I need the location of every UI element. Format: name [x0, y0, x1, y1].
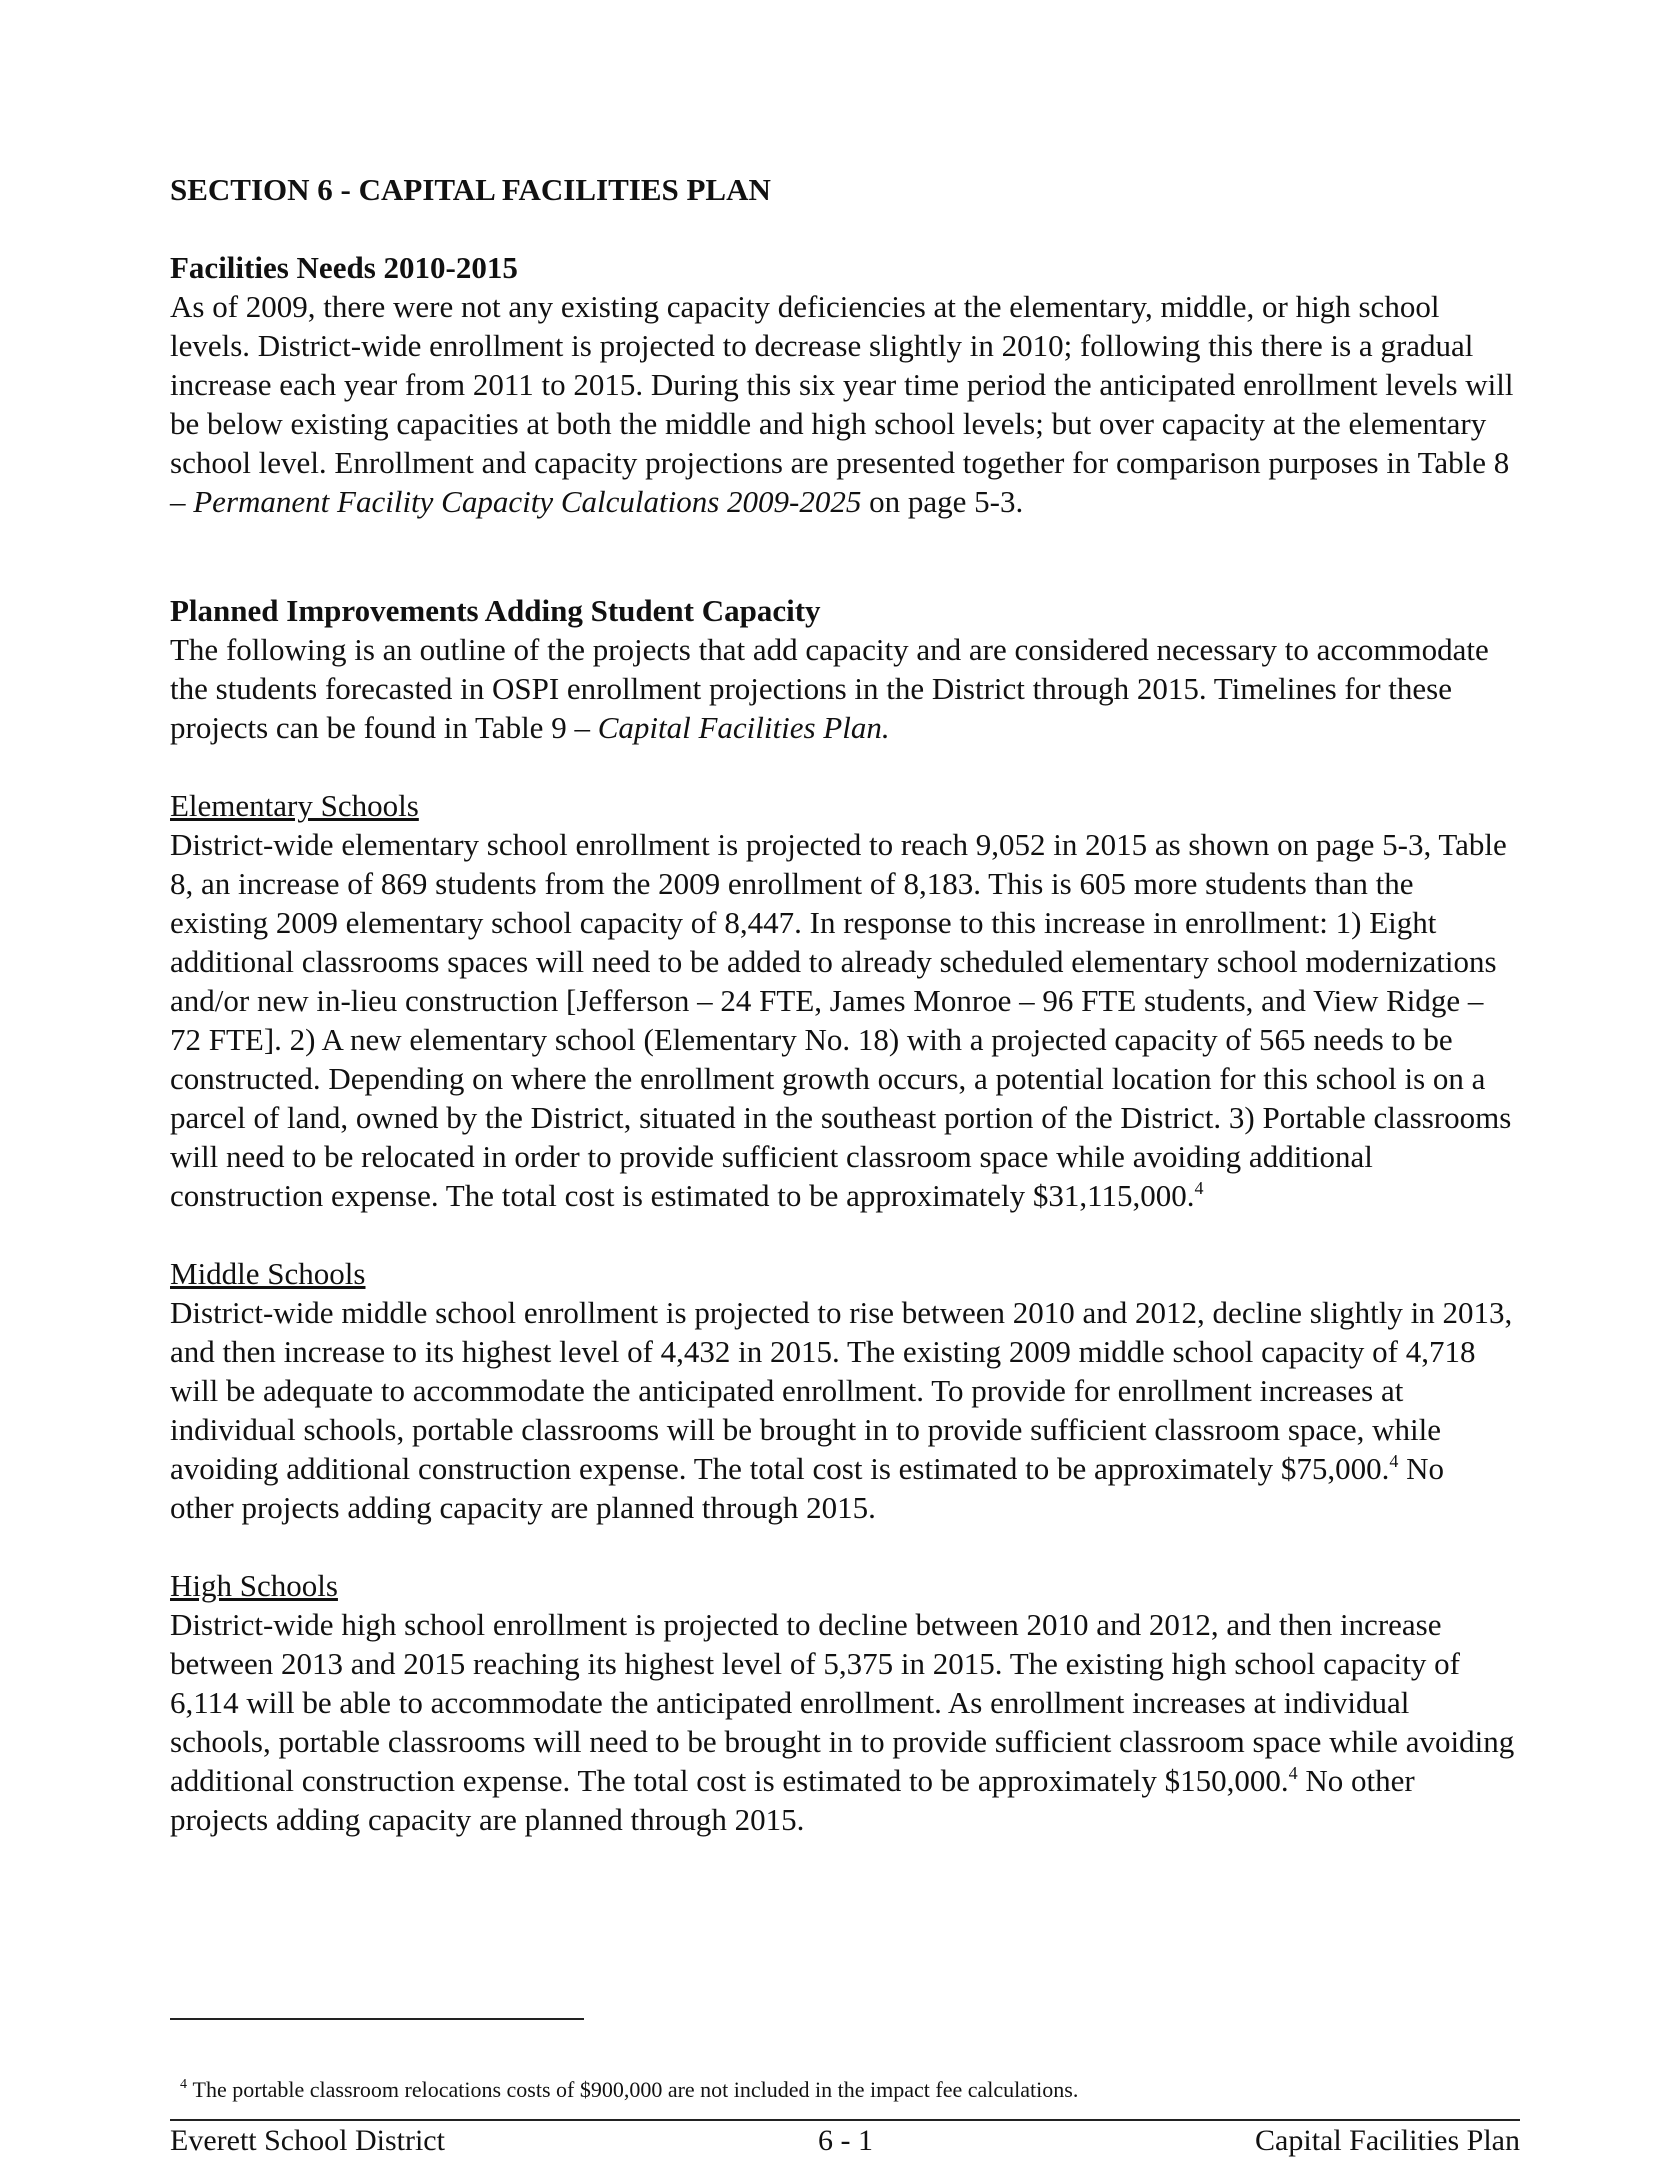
table-8-title: Permanent Facility Capacity Calculations 2009-2025: [193, 484, 862, 519]
planned-improvements-heading: Planned Improvements Adding Student Capacity: [170, 593, 821, 628]
footnote-text: The portable classroom relocations costs of $900,000 are not included in the impact fee calculations.: [192, 2077, 1079, 2102]
footer-district-name: Everett School District: [170, 2124, 445, 2157]
footer-separator: [170, 2119, 1520, 2121]
footer-page-number: 6 - 1: [818, 2124, 873, 2157]
facilities-needs-heading: Facilities Needs 2010-2015: [170, 250, 518, 285]
high-schools-paragraph: [170, 1605, 1515, 1839]
footnote-reference: 4: [1389, 1451, 1399, 1471]
elementary-schools-paragraph: [170, 825, 1515, 1215]
planned-improvements-paragraph: [170, 630, 1515, 747]
elementary-schools-text: District-wide elementary school enrollment is projected to reach 9,052 in 2015 as shown on page 5-3, Table 8, an increase of 869 students from the 2009 enrollment of 8,183. This is 605 more students than the existing 2009 elementary school capacity of 8,447. In response to this increase in enrollment: 1) Eight additional classrooms spaces will need to be added to already scheduled elementary school modernizations and/or new in-lieu construction [Jefferson – 24 FTE, James Monroe – 96 FTE students, and View Ridge – 72 FTE]. 2) A new elementary school (Elementary No. 18) with a projected capacity of 565 needs to be constructed. Depending on where the enrollment growth occurs, a potential location for this school is on a parcel of land, owned by the District, situated in the southeast portion of the District. 3) Portable classrooms will need to be relocated in order to provide sufficient classroom space while avoiding additional construction expense. The total cost is estimated to be approximately $31,115,000.: [170, 827, 1512, 1213]
footnote-separator: [170, 2018, 584, 2020]
middle-schools-heading: Middle Schools: [170, 1256, 366, 1291]
document-body: [170, 170, 1515, 1839]
middle-schools-paragraph: [170, 1293, 1515, 1527]
footnote-reference: 4: [1288, 1763, 1298, 1783]
footer-document-title: Capital Facilities Plan: [1255, 2124, 1520, 2157]
planned-improvements-text: The following is an outline of the projects that add capacity and are considered necessary to accommodate the students forecasted in OSPI enrollment projections in the District through 2015. Timelines for these projects can be found in Table 9 –: [170, 632, 1489, 745]
footnote-reference: 4: [1194, 1178, 1204, 1198]
section-title: SECTION 6 - CAPITAL FACILITIES PLAN: [170, 172, 771, 207]
middle-schools-text-end: No other projects adding capacity are planned through 2015.: [170, 1451, 1444, 1525]
elementary-schools-heading: Elementary Schools: [170, 788, 419, 823]
high-schools-text: District-wide high school enrollment is projected to decline between 2010 and 2012, and then increase between 2013 and 2015 reaching its highest level of 5,375 in 2015. The existing high school capacity of 6,114 will be able to accommodate the anticipated enrollment. As enrollment increases at individual schools, portable classrooms will need to be brought in to provide sufficient classroom space while avoiding additional construction expense. The total cost is estimated to be approximately $150,000.: [170, 1607, 1515, 1798]
high-schools-text-end: No other projects adding capacity are planned through 2015.: [170, 1763, 1415, 1837]
table-9-title: Capital Facilities Plan.: [597, 710, 890, 745]
middle-schools-text: District-wide middle school enrollment is projected to rise between 2010 and 2012, decline slightly in 2013, and then increase to its highest level of 4,432 in 2015. The existing 2009 middle school capacity of 4,718 will be adequate to accommodate the anticipated enrollment. To provide for enrollment increases at individual schools, portable classrooms will be brought in to provide sufficient classroom space, while avoiding additional construction expense. The total cost is estimated to be approximately $75,000.: [170, 1295, 1513, 1486]
footnote-marker: 4: [180, 2077, 187, 2092]
footnote: [180, 2076, 1078, 2104]
facilities-needs-paragraph: [170, 287, 1515, 521]
facilities-needs-text-end: on page 5-3.: [861, 484, 1024, 519]
high-schools-heading: High Schools: [170, 1568, 338, 1603]
facilities-needs-text: As of 2009, there were not any existing capacity deficiencies at the elementary, middle, or high school levels. District-wide enrollment is projected to decrease slightly in 2010; following this there is a gradual increase each year from 2011 to 2015. During this six year time period the anticipated enrollment levels will be below existing capacities at both the middle and high school levels; but over capacity at the elementary school level. Enrollment and capacity projections are presented together for comparison purposes in Table 8 –: [170, 289, 1514, 519]
